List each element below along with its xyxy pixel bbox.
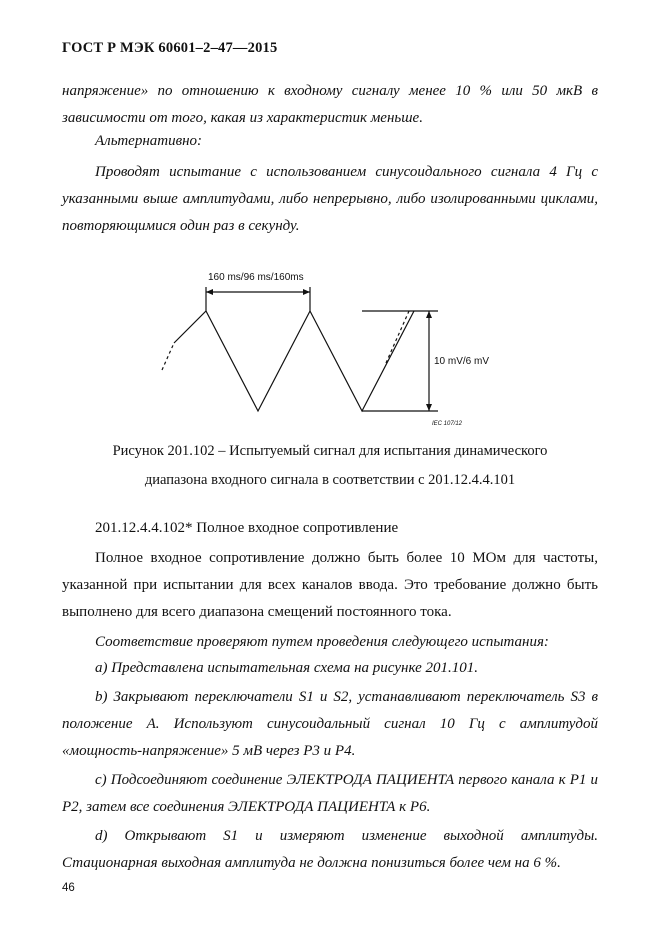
list-item-d: d) Открывают S1 и измеряют изменение выходной амплитуды. Стационарная выходная амплитуда не должна понизиться более чем на 6 %. [62, 828, 598, 871]
paragraph-alternative-test: Проводят испытание с использованием синусоидального сигнала 4 Гц с указанными выше амплитудами, либо непрерывно, либо изолированными циклами, повторяющимися один раз в секунду. [62, 164, 598, 234]
amplitude-label: 10 mV/6 mV [434, 356, 490, 367]
alternative-label: Альтернативно: [95, 133, 203, 149]
figure-caption-line-1: Рисунок 201.102 – Испытуемый сигнал для испытания динамического [112, 443, 548, 459]
triangle-waveform [174, 311, 414, 411]
arrow-right [303, 289, 310, 295]
figure-caption-line-2: диапазона входного сигнала в соответствии с 201.12.4.4.101 [144, 472, 516, 488]
arrow-down [426, 404, 432, 411]
document-header: ГОСТ Р МЭК 60601–2–47—2015 [62, 40, 278, 56]
list-item-b: b) Закрывают переключатели S1 и S2, устанавливают переключатель S3 в положение А. Используют синусоидальный сигнал 10 Гц с амплитудой «мощность-напряжение» 5 мВ через P3 и P4. [62, 689, 598, 759]
compliance-check-line: Соответствие проверяют путем проведения следующего испытания: [95, 634, 549, 650]
section-title: 201.12.4.4.102* Полное входное сопротивление [95, 520, 399, 536]
list-item-a: a) Представлена испытательная схема на рисунке 201.101. [95, 660, 478, 676]
paragraph-impedance: Полное входное сопротивление должно быть более 10 МОм для частоты, указанной при испытании для всех каналов ввода. Это требование должно быть выполнено для всего диапазона смещений постоянного тока. [62, 550, 598, 620]
page-number: 46 [62, 882, 75, 894]
test-signal-figure [150, 265, 520, 435]
dashed-lead-in [162, 343, 174, 370]
arrow-left [206, 289, 213, 295]
arrow-up [426, 311, 432, 318]
iec-reference: IEC 107/12 [432, 421, 463, 427]
paragraph-continuation: напряжение» по отношению к входному сигналу менее 10 % или 50 мкВ в зависимости от того, какая из характеристик меньше. [62, 83, 598, 126]
period-label: 160 ms/96 ms/160ms [208, 272, 304, 283]
list-item-c: c) Подсоединяют соединение ЭЛЕКТРОДА ПАЦИЕНТА первого канала к P1 и P2, затем все соединения ЭЛЕКТРОДА ПАЦИЕНТА к P6. [62, 772, 598, 815]
dashed-lead-out [386, 311, 409, 363]
